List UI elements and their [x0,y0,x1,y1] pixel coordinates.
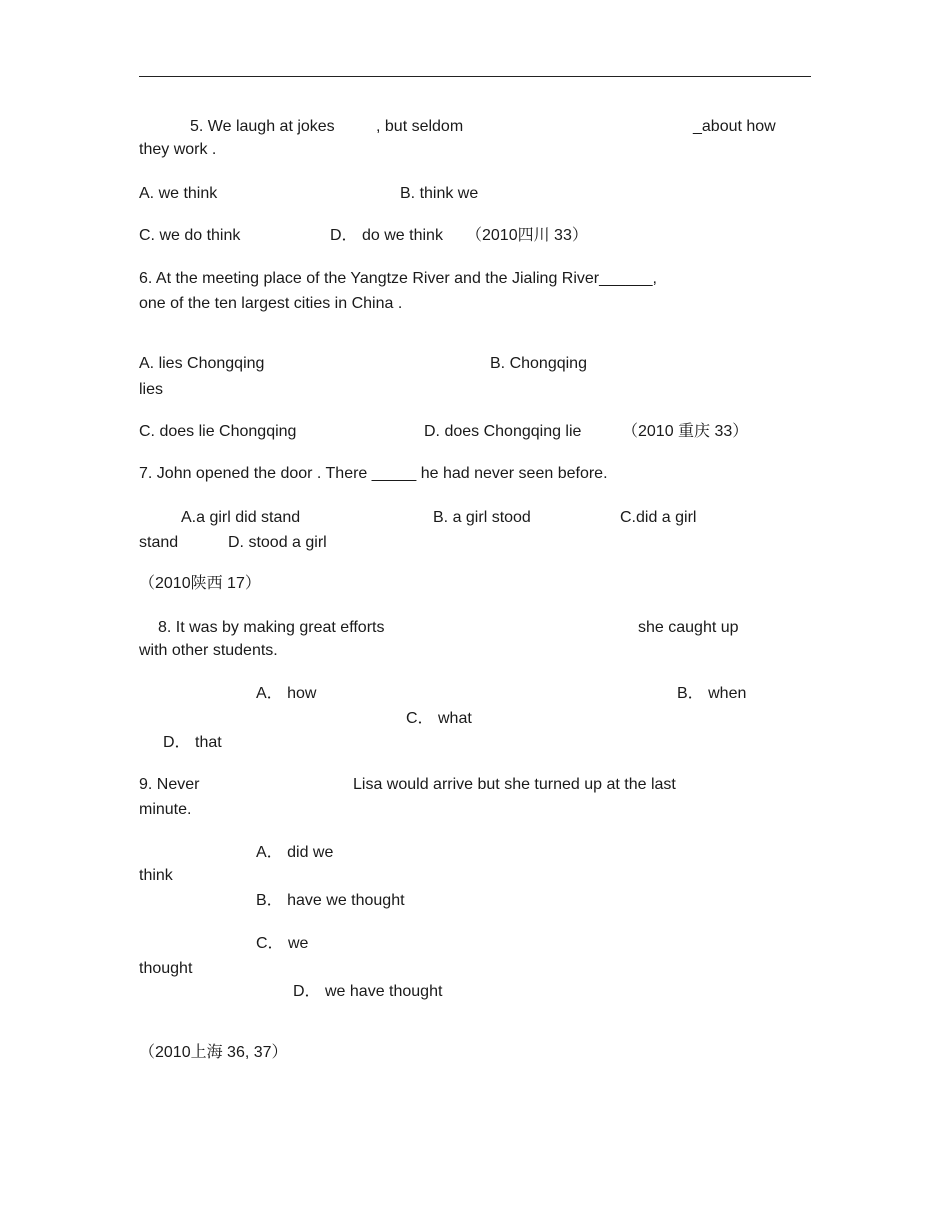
q6-option-b-wrap: lies [139,381,164,398]
q5-stem-part4: they work . [139,141,217,158]
q5-option-b: B. think we [400,185,479,202]
header-rule [139,76,811,77]
q5-option-a: A. we think [139,185,218,202]
q8-option-d: D． that [163,734,222,751]
q6-source: （2010 重庆 33） [622,423,749,440]
q5-stem-part3: _about how [693,118,776,135]
q7-option-d: D. stood a girl [228,534,327,551]
q7-source: （2010陕西 17） [139,575,261,592]
q5-stem-part1: 5. We laugh at jokes [190,118,335,135]
q8-stem-part3: with other students. [139,642,278,659]
q5-option-d: D． do we think [330,227,443,244]
q9-option-a-wrap: think [139,867,173,884]
q7-option-c-wrap: stand [139,534,179,551]
q5-stem-part2: , but seldom [376,118,464,135]
q7-option-a: A.a girl did stand [181,509,301,526]
q9-stem-part1: 9. Never [139,776,200,793]
q7-option-c: C.did a girl [620,509,697,526]
q6-option-a: A. lies Chongqing [139,355,265,372]
q9-option-c-wrap: thought [139,960,193,977]
q6-option-c: C. does lie Chongqing [139,423,297,440]
q6-stem-line1: 6. At the meeting place of the Yangtze River and the Jialing River______, [139,270,657,287]
q5-option-c: C. we do think [139,227,241,244]
q9-option-c: C． we [256,935,309,952]
q9-source: （2010上海 36, 37） [139,1044,288,1061]
q8-option-c: C． what [406,710,472,727]
q7-option-b: B. a girl stood [433,509,531,526]
q9-option-b: B． have we thought [256,892,405,909]
q6-option-b: B. Chongqing [490,355,587,372]
q7-stem: 7. John opened the door . There _____ he had never seen before. [139,465,608,482]
q8-option-a: A． how [256,685,317,702]
q8-stem-part1: 8. It was by making great efforts [158,619,385,636]
q9-option-d: D． we have thought [293,983,443,1000]
q8-option-b: B． when [677,685,747,702]
q5-source: （2010四川 33） [466,227,588,244]
q9-stem-part2: Lisa would arrive but she turned up at the last [353,776,676,793]
q6-stem-line2: one of the ten largest cities in China . [139,295,403,312]
q8-stem-part2: she caught up [638,619,739,636]
q6-option-d: D. does Chongqing lie [424,423,582,440]
q9-option-a: A． did we [256,844,334,861]
q9-stem-part3: minute. [139,801,192,818]
